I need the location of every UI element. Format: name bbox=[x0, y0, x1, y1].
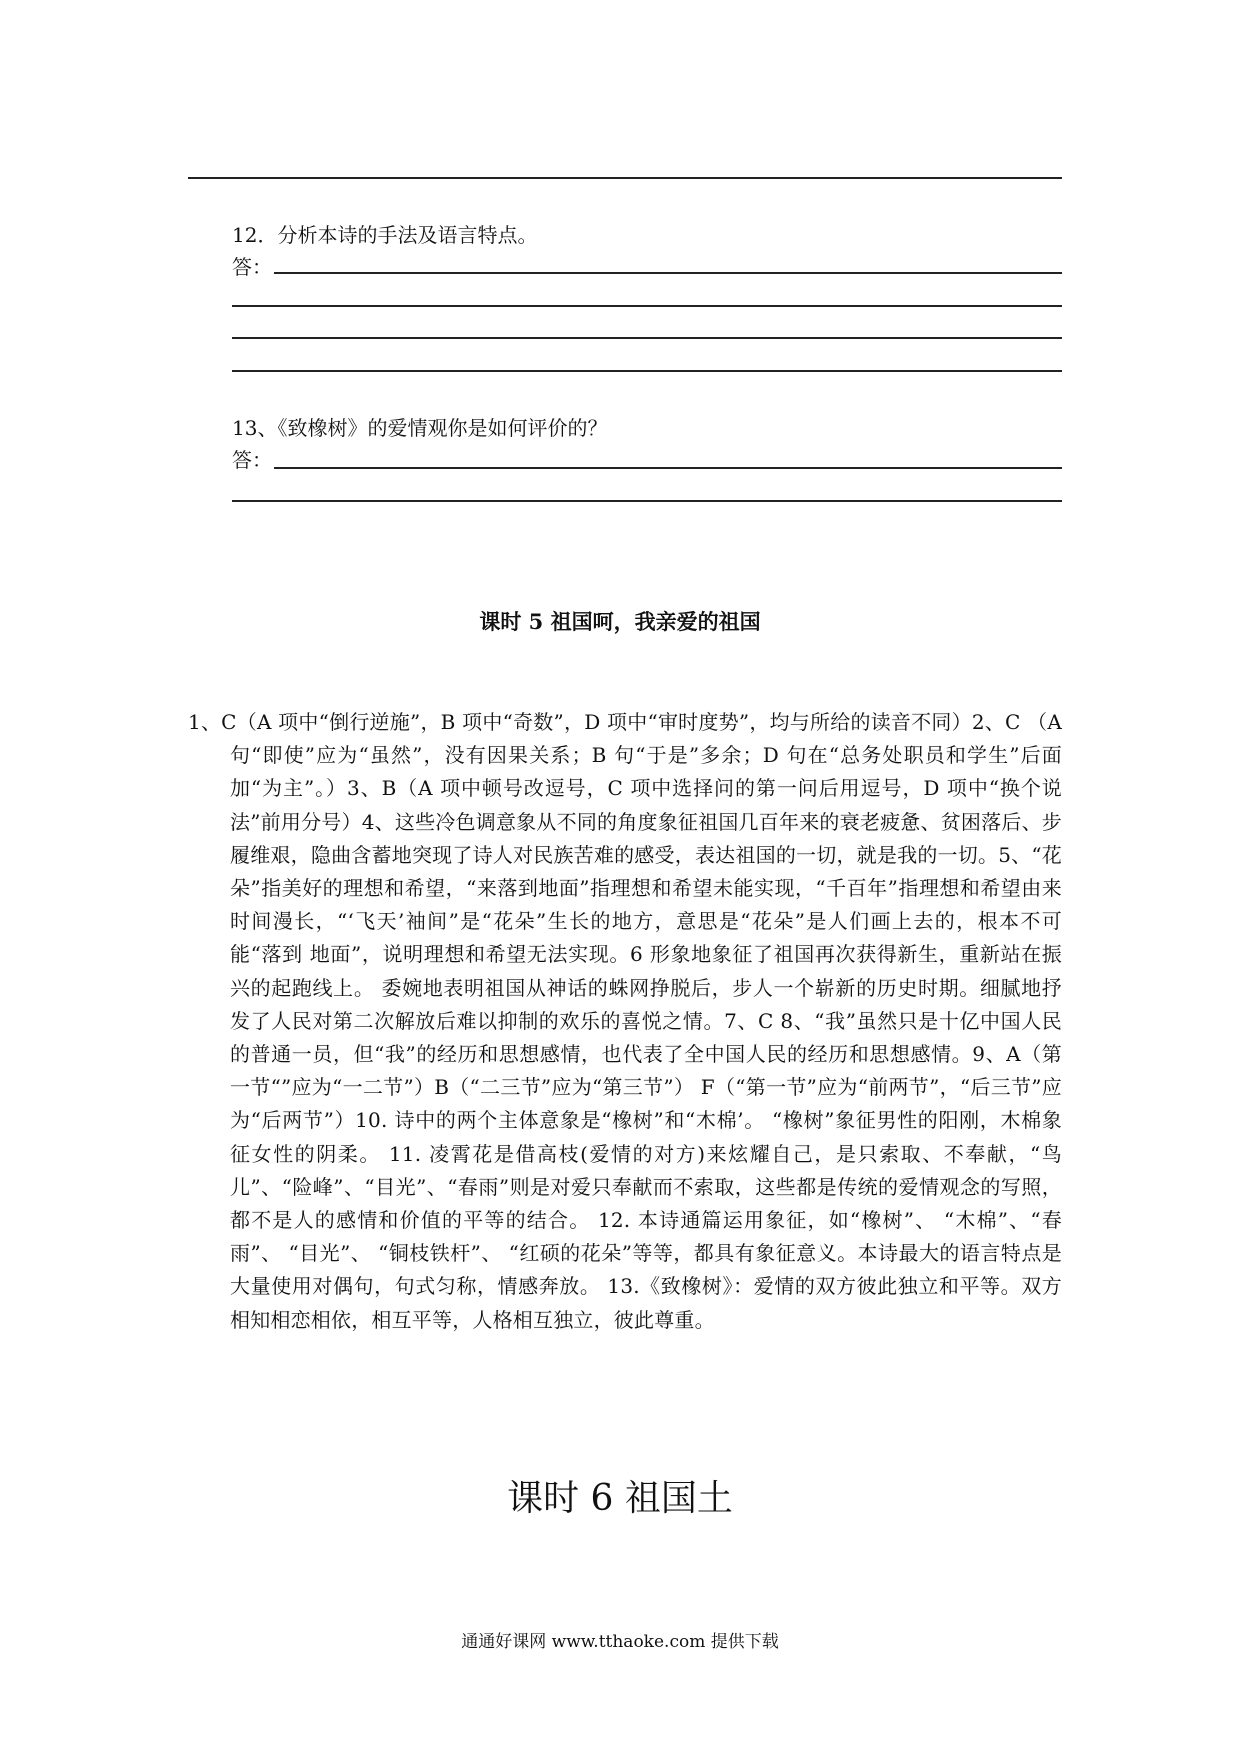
next-lesson-title: 课时 6 祖国土 bbox=[507, 1478, 733, 1519]
question-12-answer-label: 答： bbox=[232, 255, 272, 279]
question-13-answer-label: 答： bbox=[232, 448, 272, 472]
answer-line[interactable] bbox=[232, 337, 1062, 339]
answer-line[interactable] bbox=[232, 305, 1062, 307]
answer-line[interactable] bbox=[232, 500, 1062, 502]
answer-line[interactable] bbox=[274, 272, 1062, 274]
answer-key-text: 1、C（A 项中“倒行逆施”，B 项中“奇数”，D 项中“审时度势”，均与所给的读音不同）2、C （A 句“即使”应为“虽然”，没有因果关系；B 句“于是”多余；D 句在“总务处职员和学生”后面加“为主”。）3、B（A 项中顿号改逗号，C 项中选择问的第一问后用逗号，D 项中“换个说法”前用分号）4、这些冷色调意象从不同的角度象征祖国几百年来的衰老疲惫、贫困落后、步履维艰，隐曲含蓄地突现了诗人对民族苦难的感受，表达祖国的一切，就是我的一切。5、“花朵”指美好的理想和希望，“来落到地面”指理想和希望未能实现，“千百年”指理想和希望由来时间漫长，“‘飞天’袖间”是“花朵”生长的地方，意思是“花朵”是人们画上去的，根本不可能“落到 地面”，说明理想和希望无法实现。6 形象地象征了祖国再次获得新生，重新站在振兴的起跑线上。 委婉地表明祖国从神话的蛛网挣脱后，步人一个崭新的历史时期。细腻地抒发了人民对第二次解放后难以抑制的欢乐的喜悦之情。7、C 8、“我”虽然只是十亿中国人民的普通一员，但“我”的经历和思想感情，也代表了全中国人民的经历和思想感情。9、A（第一节“”应为“一二节”）B（“二三节”应为“第三节”） F（“第一节”应为“前两节”，“后三节”应为“后两节”）10. 诗中的两个主体意象是“橡树”和“木棉’。 “橡树”象征男性的阳刚，木棉象征女性的阴柔。 11. 凌霄花是借高枝(爱情的对方)来炫耀自己，是只索取、不奉献，“鸟儿”、“险峰”、“目光”、“春雨”则是对爱只奉献而不索取，这些都是传统的爱情观念的写照，都不是人的感情和价值的平等的结合。 12. 本诗通篇运用象征，如“橡树”、 “木棉”、“春雨”、 “目光”、 “铜枝铁杆”、 “红硕的花朵”等等，都具有象征意义。本诗最大的语言特点是大量使用对偶句，句式匀称，情感奔放。 13.《致橡树》：爱情的双方彼此独立和平等。双方相知相恋相依，相互平等，人格相互独立，彼此尊重。 bbox=[188, 710, 1062, 1332]
answer-line[interactable] bbox=[274, 467, 1062, 469]
answer-key bbox=[188, 706, 1062, 1337]
answer-line[interactable] bbox=[232, 370, 1062, 372]
footer-credit: 通通好课网 www.tthaoke.com 提供下载 bbox=[461, 1632, 779, 1652]
question-13-label: 13、《致橡树》的爱情观你是如何评价的？ bbox=[232, 416, 608, 440]
question-12-label: 12．分析本诗的手法及语言特点。 bbox=[232, 223, 538, 247]
section-title: 课时 5 祖国呵，我亲爱的祖国 bbox=[479, 609, 761, 634]
top-rule bbox=[188, 177, 1062, 179]
